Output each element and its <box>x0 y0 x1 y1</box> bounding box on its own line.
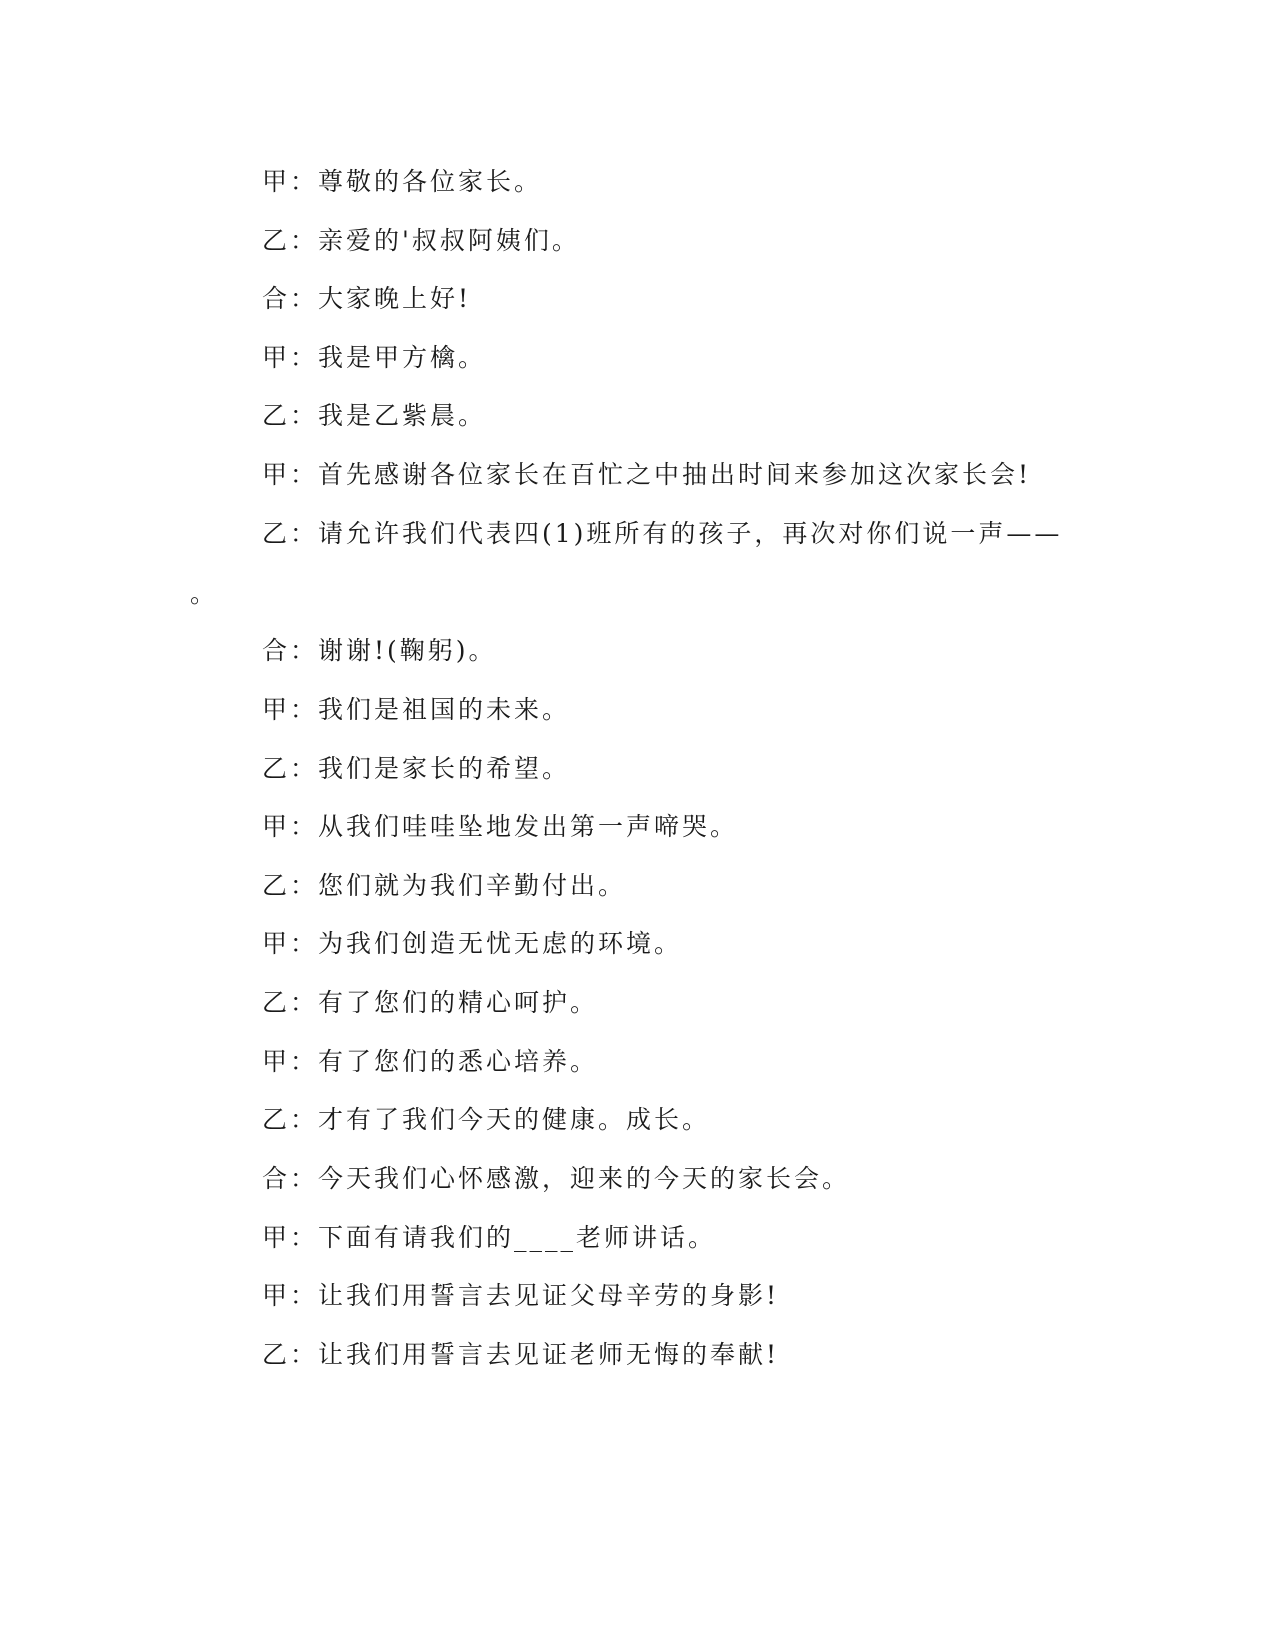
script-line-2: 乙：亲爱的'叔叔阿姨们。 <box>262 226 580 255</box>
script-line-20: 乙：让我们用誓言去见证老师无悔的奉献! <box>262 1340 780 1369</box>
script-line-14: 乙：有了您们的精心呵护。 <box>262 988 599 1017</box>
script-line-11: 甲：从我们哇哇坠地发出第一声啼哭。 <box>262 812 739 841</box>
script-line-9: 甲：我们是祖国的未来。 <box>262 695 571 724</box>
script-line-12: 乙：您们就为我们辛勤付出。 <box>262 871 627 900</box>
script-line-1: 甲：尊敬的各位家长。 <box>262 167 543 196</box>
script-line-18: 甲：下面有请我们的____老师讲话。 <box>262 1223 717 1252</box>
script-line-17: 合：今天我们心怀感激，迎来的今天的家长会。 <box>262 1164 851 1193</box>
script-line-13: 甲：为我们创造无忧无虑的环境。 <box>262 929 683 958</box>
script-line-19: 甲：让我们用誓言去见证父母辛劳的身影! <box>262 1281 780 1310</box>
script-line-10: 乙：我们是家长的希望。 <box>262 754 571 783</box>
script-line-5: 乙：我是乙紫晨。 <box>262 401 487 430</box>
script-line-7: 乙：请允许我们代表四(1)班所有的孩子，再次对你们说一声—— <box>262 519 1063 548</box>
script-line-15: 甲：有了您们的悉心培养。 <box>262 1047 599 1076</box>
script-line-7-continuation: 。 <box>190 579 216 608</box>
script-line-4: 甲：我是甲方檎。 <box>262 343 487 372</box>
script-line-3: 合：大家晚上好! <box>262 284 472 313</box>
script-line-6: 甲：首先感谢各位家长在百忙之中抽出时间来参加这次家长会! <box>262 460 1032 489</box>
script-line-16: 乙：才有了我们今天的健康。成长。 <box>262 1105 711 1134</box>
script-line-8: 合：谢谢!(鞠躬)。 <box>262 636 497 665</box>
